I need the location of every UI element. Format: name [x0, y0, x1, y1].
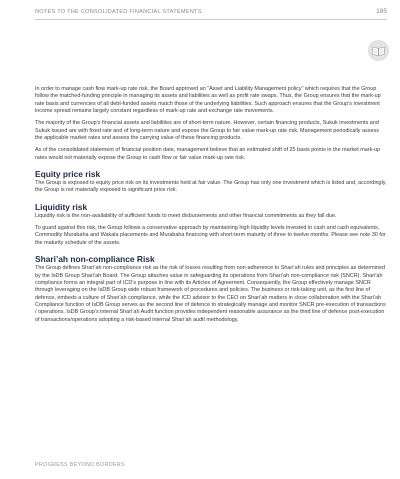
header-divider	[35, 19, 387, 20]
equity-paragraph-1: The Group is exposed to equity price risk on its investments held at fair value. The Group has only one investment which is listed and, accordingly, the Group is not materially exposed to significant price risk.	[35, 180, 387, 194]
intro-paragraph-1: In order to manage cash flow mark-up rate risk, the Board approved an “Asset and Liability Management policy” which requires that the Group follow the matched-funding principle in managing its assets and liabilities as well as profit rate swaps. Thus, the Group ensures that the mark-up rate basis and currencies of all debt-funded assets match those of the underlying liabilities. Such approach ensures that the Group’s investment income spread remains largely constant regardless of mark-up rate and exchange rate movements.	[35, 86, 381, 115]
liquidity-paragraph-1: Liquidity risk is the non-availability of sufficient funds to meet disbursements and other financial commitments as they fall due.	[35, 212, 337, 219]
intro-paragraph-3: As of the consolidated statement of financial position date, management believe that an estimated shift of 25 basis points in the market mark-up rates would not materially expose the Group to cash flow or fair value mark-up rate risk.	[35, 147, 381, 161]
liquidity-risk-heading: Liquidity risk	[35, 201, 88, 212]
running-header: NOTES TO THE CONSOLIDATED FINANCIAL STATEMENTS	[35, 9, 202, 15]
page-number: 185	[376, 8, 387, 15]
intro-paragraph-2: The majority of the Group’s financial assets and liabilities are of short-term nature. However, certain financing products, Sukuk investments and Sukuk issued are with fixed rate and of long-term nature and expose the Group to fair value mark-up rate risk. Management periodically assess the applicable market rates and assess the carrying value of these financing products.	[35, 120, 379, 142]
equity-price-risk-heading: Equity price risk	[35, 169, 101, 180]
shariah-risk-heading: Shari’ah non-compliance Risk	[35, 254, 155, 265]
shariah-paragraph-1: The Group defines Shari’ah non-compliance risk as the risk of losses resulting from non-adherence to Shari’ah rules and principles as determined by the IsDB Group Shari’ah Board. The Group attaches value in safeguarding its operations from Shari’ah non-compliance risk (SNCR). Shari’ah compliance forms an integral part of ICD’s purpose in line with its Articles of Agreement. Consequently, the Group effectively manage SNCR through leveraging on the IsDB Group wide robust framework of procedures and policies. The business or risk-taking unit, as the first line of defence, embeds a culture of Shari’ah compliance, while the ICD advisor to the CEO on Shari’ah matters in close collaboration with the Shari’ah Compliance function of IsDB Group serves as the second line of defence to strategically manage and monitor SNCR pre-execution of transactions / operations. IsDB Group’s internal Shari’ah Audit function provides independent reasonable assurance as the third line of defence post-execution of transactions/operations adopting a risk-based internal Shari’ah audit methodology.	[35, 265, 386, 323]
main-content	[35, 86, 387, 329]
book-icon[interactable]	[368, 40, 389, 61]
liquidity-paragraph-2: To guard against this risk, the Group follows a conservative approach by maintaining high liquidity levels invested in cash and cash equivalents, Commodity Murabaha and Wakala placements and Murabaha financing with short-term maturity of three to twelve months. Please see note 30 for the maturity schedule of the assets.	[35, 225, 386, 246]
footer-tagline: PROGRESS BEYOND BORDERS	[35, 462, 125, 468]
